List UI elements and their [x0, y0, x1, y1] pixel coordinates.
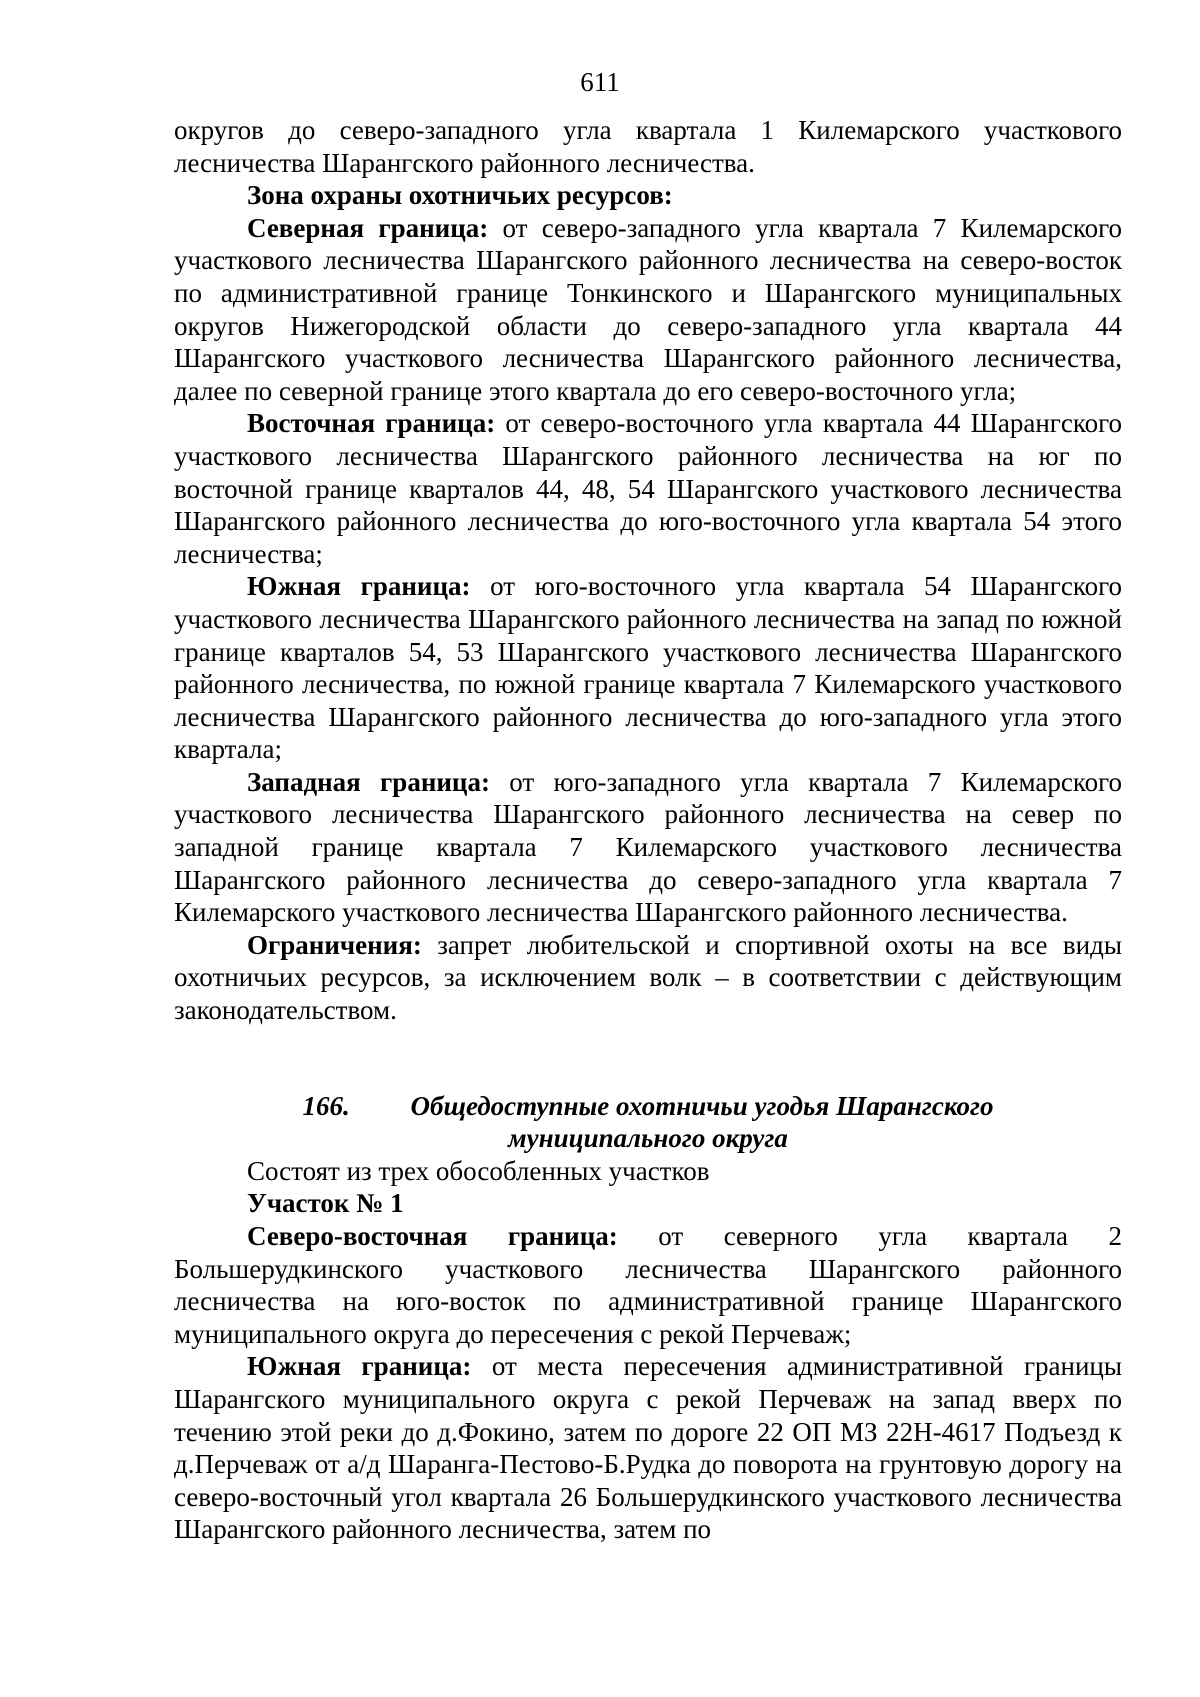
east-border-label: Восточная граница: [247, 408, 496, 439]
page-number: 611 [580, 67, 620, 97]
east-border-text: от северо-восточного угла квартала 44 Шарангского участкового лесничества Шарангского районного лесничества на юг по восточной границе кварталов 44, 48, 54 Шарангского участкового лесничества Шарангского районного лесничества до юго-восточного угла квартала 54 этого лесничества; [174, 408, 1122, 569]
north-border-text: от северо-западного угла квартала 7 Килемарского участкового лесничества Шарангского районного лесничества на северо-восток по административной границе Тонкинского и Шарангского муниципальных округов Нижегородской области до северо-западного угла квартала 44 Шарангского участкового лесничества Шарангского районного лесничества, далее по северной границе этого квартала до его северо-восточного угла; [174, 212, 1122, 406]
paragraph-ne-border [174, 1220, 1122, 1350]
section-heading [174, 1090, 1122, 1155]
south-border-label: Южная граница: [247, 571, 471, 602]
section-number: 166. [302, 1090, 350, 1121]
paragraph-plot-south-border [174, 1350, 1122, 1546]
section-title-part2: муниципального округа [508, 1123, 788, 1154]
paragraph-south-border [174, 570, 1122, 766]
zone-title: Зона охраны охотничьих ресурсов: [247, 180, 673, 211]
north-border-label: Северная граница: [247, 212, 489, 243]
section-heading-line1 [174, 1090, 1122, 1123]
restrictions-label: Ограничения: [247, 929, 422, 960]
ne-border-label: Северо-восточная граница: [247, 1221, 618, 1251]
south-border-text: от юго-восточного угла квартала 54 Шарангского участкового лесничества Шарангского районного лесничества на запад по южной границе кварталов 54, 53 Шарангского участкового лесничества Шарангского районного лесничества, по южной границе квартала 7 Килемарского участкового лесничества Шарангского районного лесничества до юго-западного угла этого квартала; [174, 571, 1122, 765]
plot-title: Участок № 1 [247, 1188, 404, 1219]
plot-south-border-label: Южная граница: [247, 1351, 472, 1382]
section-title-part1: Общедоступные охотничьи угодья Шарангского [410, 1090, 994, 1121]
paragraph-west-border [174, 766, 1122, 929]
west-border-text: от юго-западного угла квартала 7 Килемарского участкового лесничества Шарангского районного лесничества на север по западной границе квартала 7 Килемарского участкового лесничества Шарангского районного лесничества до северо-западного угла квартала 7 Килемарского участкового лесничества Шарангского районного лесничества. [174, 766, 1122, 928]
document-body [174, 114, 1122, 1546]
ne-border-text: от северного угла квартала 2 Большерудкинского участкового лесничества Шарангского районного лесничества на юго-восток по административной границе Шарангского муниципального округа до пересечения с рекой Перчеваж; [174, 1221, 1122, 1349]
section-intro: Состоят из трех обособленных участков [247, 1155, 710, 1186]
paragraph-north-border [174, 212, 1122, 408]
paragraph-continuation: округов до северо-западного угла квартала 1 Килемарского участкового лесничества Шарангского районного лесничества. [174, 115, 1122, 178]
paragraph-restrictions [174, 929, 1122, 1027]
paragraph-east-border [174, 407, 1122, 570]
west-border-label: Западная граница: [247, 766, 490, 797]
restrictions-text: запрет любительской и спортивной охоты на все виды охотничьих ресурсов, за исключением волк – в соответствии с действующим законодательством. [174, 929, 1122, 1026]
plot-south-border-text: от места пересечения административной границы Шарангского муниципального округа с рекой Перчеваж на запад вверх по течению этой реки до д.Фокино, затем по дороге 22 ОП МЗ 22Н-4617 Подъезд к д.Перчеваж от а/д Шаранга-Пестово-Б.Рудка до поворота на грунтовую дорогу на северо-восточный угол квартала 26 Большерудкинского участкового лесничества Шарангского районного лесничества, затем по [174, 1351, 1122, 1545]
